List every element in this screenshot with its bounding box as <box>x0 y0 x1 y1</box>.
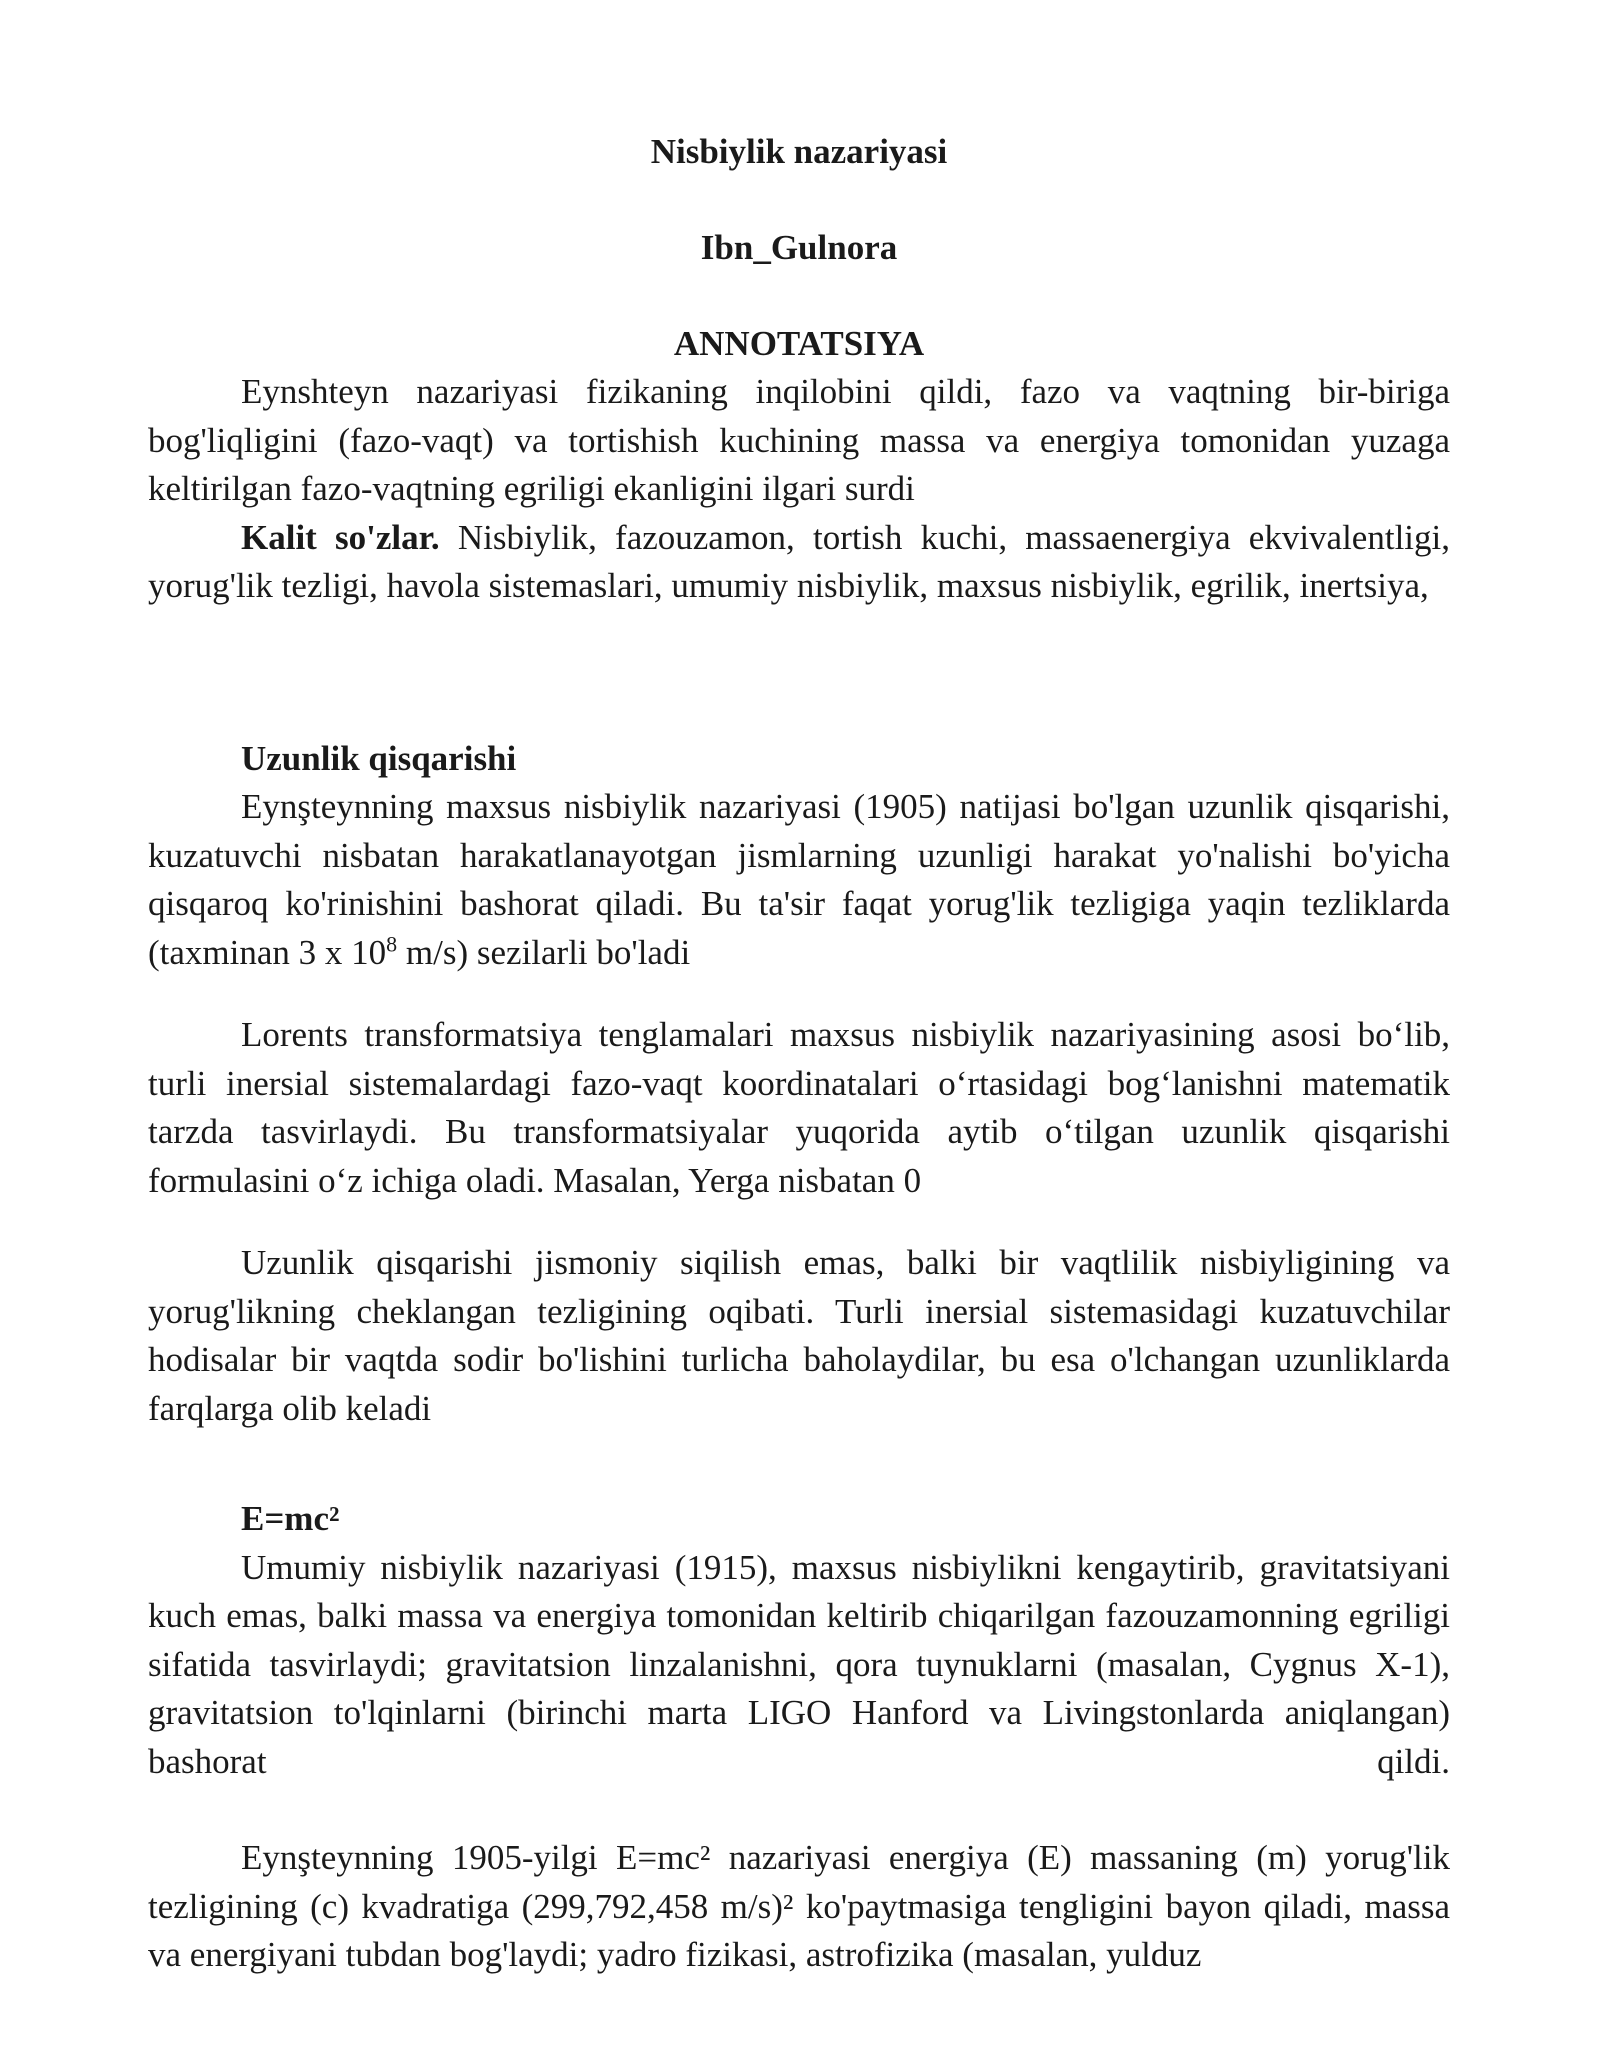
section1-paragraph-3: Uzunlik qisqarishi jismoniy siqilish emas, balki bir vaqtlilik nisbiyligining va yorug'likning cheklangan tezligining oqibati. Turli inersial sistemasidagi kuzatuvchilar hodisalar bir vaqtda sodir bo'lishini turlicha baholaydilar, bu esa o'lchangan uzunliklarda farqlarga olib keladi <box>148 1243 1450 1428</box>
exponent: 8 <box>386 930 398 956</box>
section1-p1-text-end: m/s) sezilarli bo'ladi <box>397 932 691 972</box>
section-heading-emc2: E=mc² <box>241 1499 340 1538</box>
keywords-label: Kalit so'zlar. <box>241 517 440 557</box>
document-author: Ibn_Gulnora <box>700 228 898 267</box>
section2-paragraph-1: Umumiy nisbiylik nazariyasi (1915), maxsus nisbiylikni kengaytirib, gravitatsiyani kuch emas, balki massa va energiya tomonidan keltirib chiqarilgan fazouzamonning egriligi sifatida tasvirlaydi; gravitatsion linzalanishni, qora tuynuklarni (masalan, Cygnus X-1), gravitatsion to'lqinlarni (birinchi marta LIGO Hanford va Livingstonlarda aniqlangan) bashorat qildi. <box>148 1547 1450 1781</box>
annotation-paragraph: Eynshteyn nazariyasi fizikaning inqilobini qildi, fazo va vaqtning bir-biriga bog'liqligini (fazo-vaqt) va tortishish kuchining massa va energiya tomonidan yuzaga keltirilgan fazo-vaqtning egriligi ekanligini ilgari surdi <box>148 372 1450 508</box>
section1-paragraph-1 <box>148 783 1450 977</box>
section-heading-length-contraction: Uzunlik qisqarishi <box>241 738 517 778</box>
section1-p1-text: Eynşteynning maxsus nisbiylik nazariyasi (1905) natijasi bo'lgan uzunlik qisqarishi, kuzatuvchi nisbatan harakatlanayotgan jismlarning uzunligi harakat yo'nalishi bo'yicha qisqaroq ko'rinishini bashorat qiladi. Bu ta'sir faqat yorug'lik tezligiga yaqin tezliklarda (taxminan 3 x 10 <box>148 787 1450 972</box>
annotation-heading: ANNOTATSIYA <box>673 324 925 363</box>
section1-paragraph-2: Lorents transformatsiya tenglamalari maxsus nisbiylik nazariyasining asosi bo‘lib, turli inersial sistemalardagi fazo-vaqt koordinatalari o‘rtasidagi bog‘lanishni matematik tarzda tasvirlaydi. Bu transformatsiyalar yuqorida aytib o‘tilgan uzunlik qisqarishi formulasini o‘z ichiga oladi. Masalan, Yerga nisbatan 0 <box>148 1015 1450 1200</box>
section2-paragraph-2: Eynşteynning 1905-yilgi E=mc² nazariyasi energiya (E) massaning (m) yorug'lik tezligining (c) kvadratiga (299,792,458 m/s)² ko'paytmasiga tengligini bayon qiladi, massa va energiyani tubdan bog'laydi; yadro fizikasi, astrofizika (masalan, yulduz <box>148 1838 1450 1974</box>
keywords-paragraph <box>148 514 1450 611</box>
keywords-text: Nisbiylik, fazouzamon, tortish kuchi, massaenergiya ekvivalentligi, yorug'lik tezligi, havola sistemaslari, umumiy nisbiylik, maxsus nisbiylik, egrilik, inertsiya, <box>148 517 1450 605</box>
document-title: Nisbiylik nazariyasi <box>650 132 948 171</box>
